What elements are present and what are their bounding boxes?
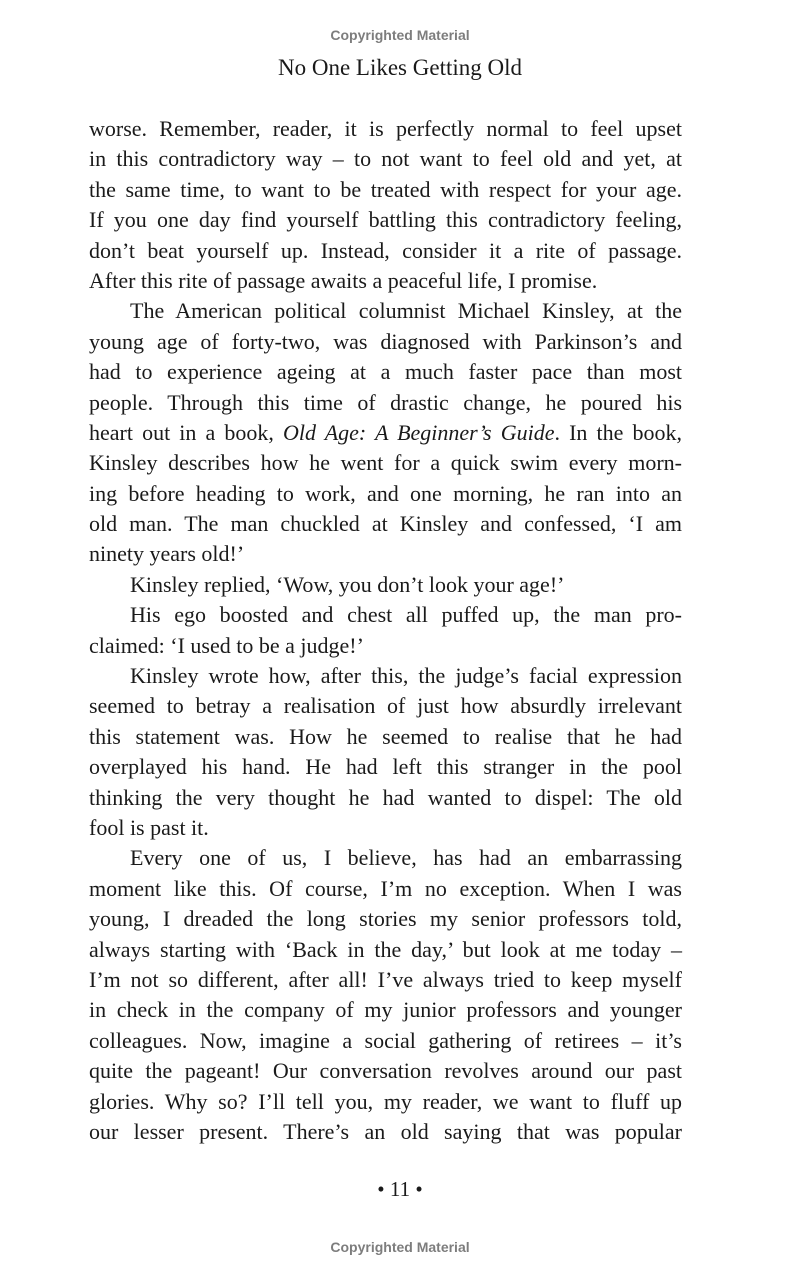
text-line: thinking the very thought he had wanted to dispel: The old — [89, 784, 682, 810]
text-line: claimed: ‘I used to be a judge!’ — [89, 632, 364, 658]
text-line: our lesser present. There’s an old saying that was popular — [89, 1118, 682, 1144]
text-fragment: . In the book, — [554, 419, 683, 445]
text-line: quite the pageant! Our conversation revolves around our past — [89, 1058, 682, 1084]
text-line: fool is past it. — [89, 814, 209, 840]
copyright-watermark-bottom: Copyrighted Material — [330, 1239, 470, 1255]
text-line: moment like this. Of course, I’m no exception. When I was — [89, 875, 682, 901]
page-number: • 11 • — [377, 1177, 423, 1201]
text-line: seemed to betray a realisation of just how absurdly irrelevant — [89, 693, 682, 719]
copyright-watermark-top: Copyrighted Material — [330, 27, 470, 43]
text-line: young, I dreaded the long stories my senior professors told, — [89, 906, 682, 932]
text-line: in check in the company of my junior professors and younger — [89, 997, 682, 1023]
text-line: this statement was. How he seemed to realise that he had — [89, 723, 682, 749]
text-line: After this rite of passage awaits a peaceful life, I promise. — [89, 267, 598, 293]
text-line: His ego boosted and chest all puffed up, the man pro- — [130, 602, 682, 628]
text-line: people. Through this time of drastic change, he poured his — [89, 389, 682, 415]
text-line: The American political columnist Michael Kinsley, at the — [130, 298, 682, 324]
body-text — [89, 114, 682, 1147]
text-line: glories. Why so? I’ll tell you, my reader, we want to fluff up — [89, 1088, 682, 1114]
running-head: No One Likes Getting Old — [277, 55, 522, 80]
text-line: overplayed his hand. He had left this stranger in the pool — [89, 754, 682, 780]
text-line: don’t beat yourself up. Instead, consider it a rite of passage. — [89, 237, 682, 263]
text-line: If you one day find yourself battling this contradictory feeling, — [89, 207, 682, 233]
text-line: Kinsley replied, ‘Wow, you don’t look your age!’ — [130, 571, 565, 597]
text-line: worse. Remember, reader, it is perfectly normal to feel upset — [89, 116, 682, 141]
text-line: Every one of us, I believe, has had an embarrassing — [130, 845, 682, 871]
text-line: ninety years old!’ — [89, 541, 245, 567]
text-line: had to experience ageing at a much faster pace than most — [89, 359, 682, 385]
text-line: young age of forty-two, was diagnosed with Parkinson’s and — [89, 328, 682, 354]
text-line: the same time, to want to be treated with respect for your age. — [89, 176, 682, 202]
text-fragment: heart out in a book, — [89, 419, 274, 445]
text-line: Kinsley describes how he went for a quick swim every morn- — [89, 450, 682, 476]
text-line: in this contradictory way – to not want to feel old and yet, at — [89, 146, 682, 172]
text-line: Kinsley wrote how, after this, the judge’s facial expression — [130, 663, 682, 689]
book-title: Old Age: A Beginner’s Guide — [283, 419, 555, 445]
text-line: ing before heading to work, and one morning, he ran into an — [89, 480, 682, 506]
text-line: colleagues. Now, imagine a social gathering of retirees – it’s — [89, 1027, 682, 1053]
text-line: old man. The man chuckled at Kinsley and confessed, ‘I am — [89, 511, 682, 537]
text-line-with-book-title — [89, 418, 682, 448]
text-line: always starting with ‘Back in the day,’ but look at me today – — [89, 936, 682, 962]
text-line: I’m not so different, after all! I’ve always tried to keep myself — [89, 966, 682, 992]
